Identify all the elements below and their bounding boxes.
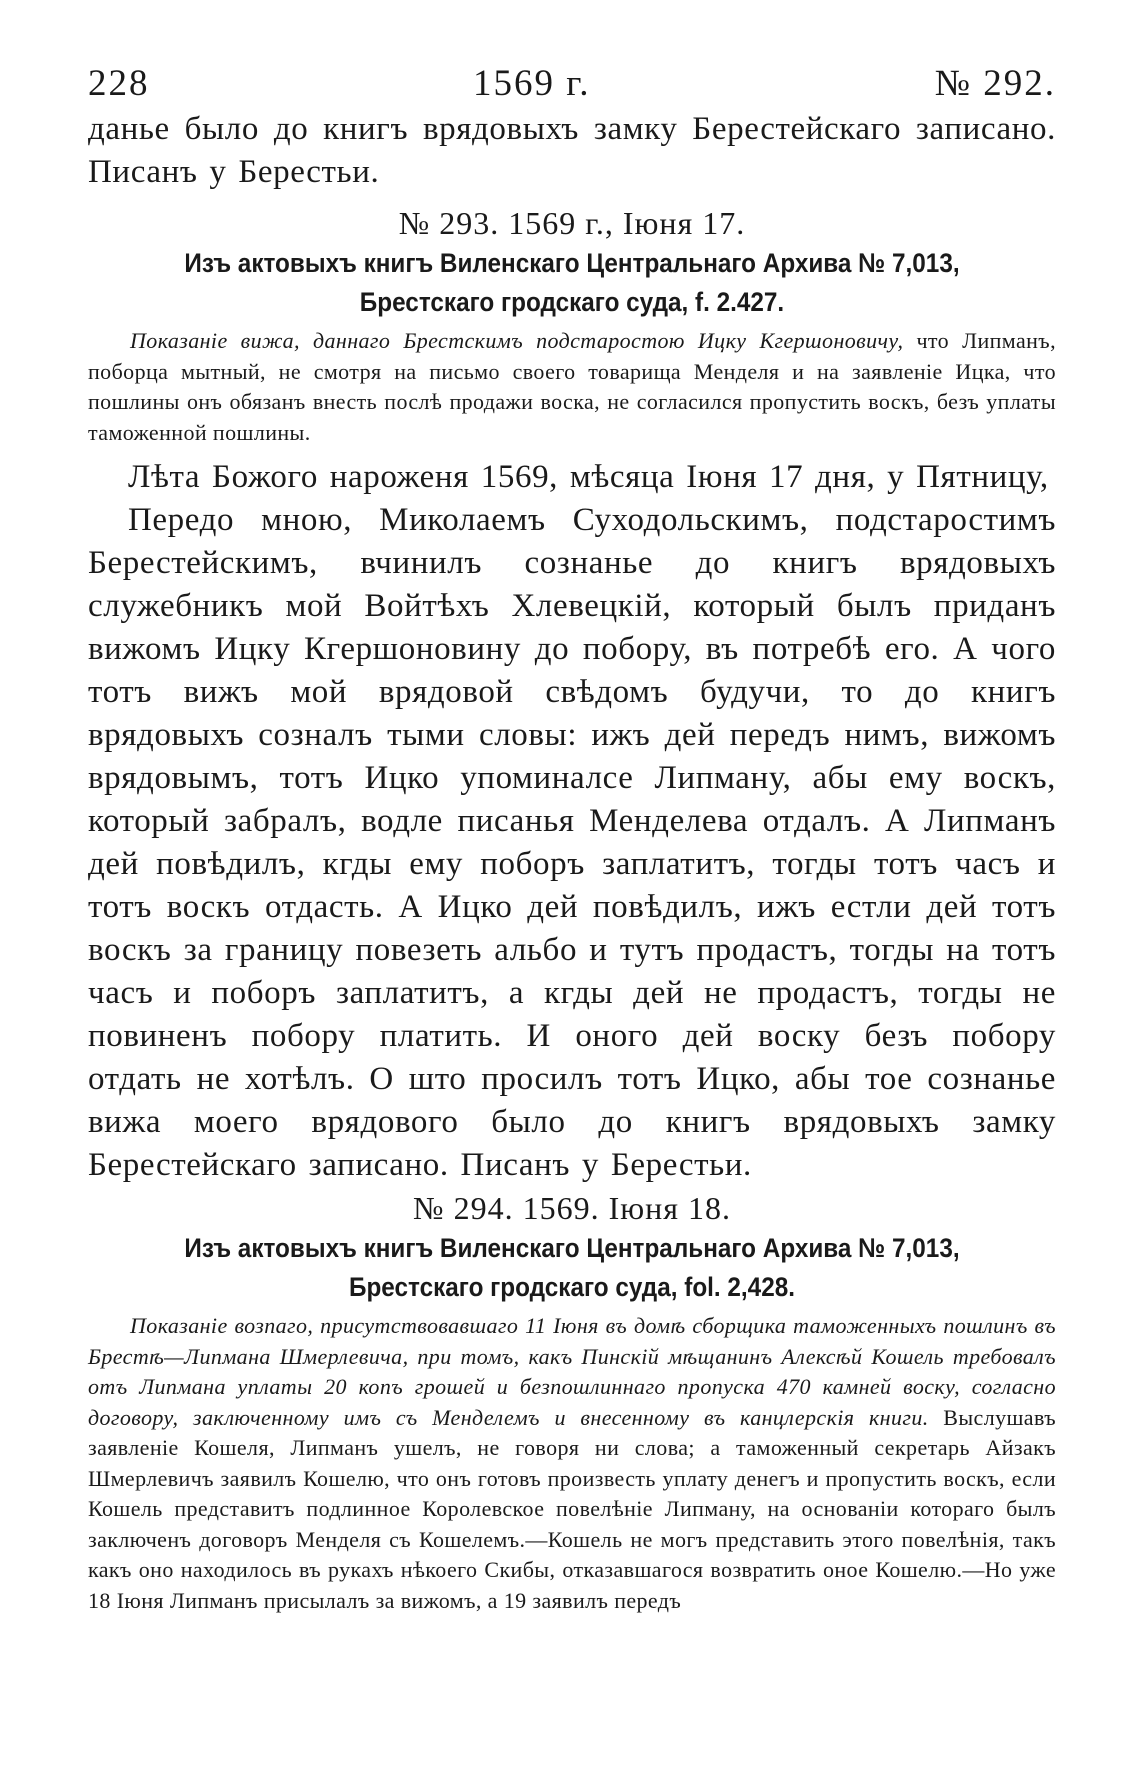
doc-294-summary-text: Выслушавъ заявленіе Кошеля, Липманъ ушелъ, не говоря ни слова; а таможенный секретарь Айзакъ Шмерлевичъ заявилъ Кошелю, что онъ готовъ произвесть уплату денегъ и пропустить воскъ, если Кошель представитъ подлинное Королевское повелѣніе Липману, на основаніи котораго былъ заключенъ договоръ Менделя съ Кошелемъ.—Кошель не могъ представить этого повелѣнія, такъ какъ оно находилось въ рукахъ нѣкоего Скибы, отказавшагося возвратить оное Кошелю.—Но уже 18 Іюня Липманъ присылалъ за вижомъ, а 19 заявилъ передъ — [88, 1404, 1056, 1613]
carryover-paragraph: данье было до книгъ врядовыхъ замку Берестейскаго записано. Писанъ у Берестьи. — [88, 111, 1056, 190]
doc-294-heading: № 294. 1569. Іюня 18. — [413, 1190, 731, 1226]
doc-293-summary-italic: Показаніе вижа, даннаго Брестскимъ подстаростою Ицку Кгершоновичу, — [130, 328, 904, 353]
doc-293-source: Изъ актовыхъ книгъ Виленскаго Центральнаго Архива № 7,013, Брестскаго гродскаго суда, f. 2.427. — [184, 248, 960, 317]
header-doc-number: № 292. — [934, 63, 1056, 104]
page-number: 228 — [88, 63, 150, 104]
doc-294-summary — [88, 1311, 1056, 1616]
document-page — [88, 62, 1056, 1616]
doc-294-summary-italic: Показаніе возпаго, присутствовавшаго 11 Іюня въ домѣ сборщика таможенныхъ пошлинъ въ Брестѣ—Липмана Шмерлевича, при томъ, какъ Пинскій мѣщанинъ Алексѣй Кошель требовалъ отъ Липмана уплаты 20 копъ грошей и безпошлиннаго пропуска 470 камней воску, согласно договору, заключенному имъ съ Менделемъ и внесенному въ канцлерскія книги. — [88, 1313, 1056, 1430]
doc-293-summary — [88, 326, 1056, 448]
header-year: 1569 г. — [473, 63, 591, 104]
running-header — [88, 62, 1056, 108]
doc-294-source: Изъ актовыхъ книгъ Виленскаго Центральнаго Архива № 7,013, Брестскаго гродскаго суда, fol. 2,428. — [184, 1233, 960, 1302]
doc-293-body-text: Передо мною, Миколаемъ Суходольскимъ, подстаростимъ Берестейскимъ, вчинилъ сознанье до книгъ врядовыхъ служебникъ мой Войтѣхъ Хлевецкій, который былъ приданъ вижомъ Ицку Кгершоновину до побору, въ потребѣ его. А чого тотъ вижъ мой врядовой свѣдомъ будучи, то до книгъ врядовыхъ созналъ тыми словы: ижъ дей передъ нимъ, вижомъ врядовымъ, тотъ Ицко упоминалсе Липману, абы ему воскъ, который забралъ, водле писанья Менделева отдалъ. А Липманъ дей повѣдилъ, кгды ему поборъ заплатитъ, тогды тотъ часъ и тотъ воскъ отдасть. А Ицко дей повѣдилъ, ижъ естли дей тотъ воскъ за границу повезеть альбо и тутъ продастъ, тогды на тотъ часъ и поборъ заплатитъ, а кгды дей не продастъ, тогды не повиненъ побору платить. И оного дей воску безъ побору отдать не хотѣлъ. О што просилъ тотъ Ицко, абы тое сознанье вижа моего врядового было до книгъ врядовыхъ замку Берестейскаго записано. Писанъ у Берестьи. — [88, 502, 1056, 1183]
doc-293-summary-text: что Липманъ, поборца мытный, не смотря на письмо своего товарища Менделя и на заявленіе Ицка, что пошлины онъ обязанъ внесть послѣ продажи воска, не согласился пропустить воскъ, безъ уплаты таможенной пошлины. — [88, 328, 1056, 445]
doc-293-body-dateline: Лѣта Божого нароженя 1569, мѣсяца Іюня 17 дня, у Пятницу, — [128, 459, 1049, 495]
doc-293-heading: № 293. 1569 г., Іюня 17. — [398, 205, 746, 241]
